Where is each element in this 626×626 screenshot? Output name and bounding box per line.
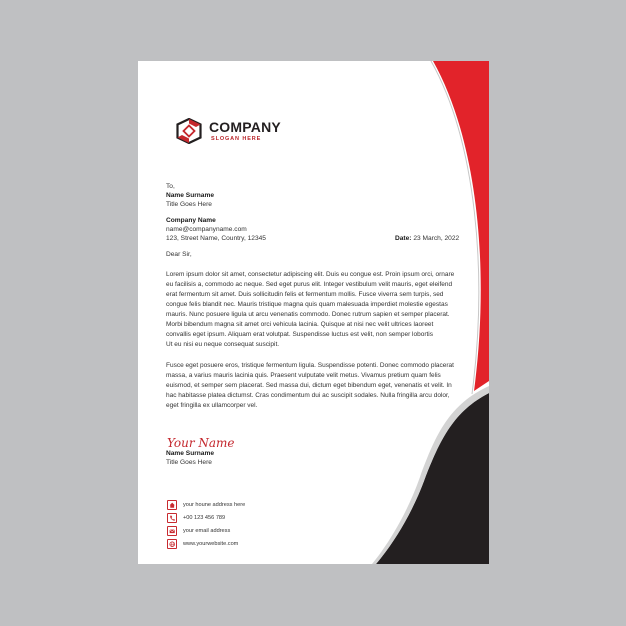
body-paragraph-1 bbox=[166, 270, 464, 350]
body-line: erat fermentum sit amet. Duis sollicitudin felis et fermentum mollis. Fusce viverra sem turpis, sed bbox=[166, 291, 444, 298]
globe-icon bbox=[167, 539, 177, 549]
recipient-company: Company Name bbox=[166, 217, 216, 224]
phone-icon bbox=[167, 513, 177, 523]
body-paragraph-2 bbox=[166, 361, 464, 411]
letterhead-page bbox=[138, 61, 489, 564]
body-line: eget fringilla ex ullamcorper vel. bbox=[166, 402, 258, 409]
contact-email: your email address bbox=[183, 528, 231, 534]
contact-phone: +00 123 456 789 bbox=[183, 515, 226, 521]
greeting: Dear Sir, bbox=[166, 251, 192, 258]
body-line: Fusce eget posuere eros, tristique fermentum ligula. Suspendisse potenti. Donec commodo placerat bbox=[166, 362, 454, 369]
company-name: COMPANY bbox=[209, 119, 281, 135]
body-line: Lorem ipsum dolor sit amet, consectetur adipiscing elit. Duis eu congue est. Proin ipsum orci, ornare bbox=[166, 271, 455, 278]
body-line: hac habitasse platea dictumst. Cras condimentum dui ac suscipit sodales. Nulla fringilla arcu dolor, bbox=[166, 392, 450, 399]
to-label: To, bbox=[166, 183, 175, 190]
body-line: congue felis blandit nec. Mauris tristique magna quis quam malesuada imperdiet molestie egestas bbox=[166, 301, 448, 308]
recipient-email: name@companyname.com bbox=[166, 226, 247, 233]
body-line: euismod, et semper sem placerat. Sed massa dui, dictum eget bibendum eget, venenatis et velit. In bbox=[166, 382, 452, 389]
date-value: 23 March, 2022 bbox=[413, 235, 460, 242]
body-line: Ut eu nisi eu neque consequat suscipit. bbox=[166, 341, 280, 348]
signature-script: Your Name bbox=[167, 436, 235, 450]
recipient-address: 123, Street Name, Country, 12345 bbox=[166, 235, 266, 242]
body-line: convallis eget ipsum. Aliquam erat volutpat. Suspendisse luctus est velit, non semper lobortis bbox=[166, 331, 433, 338]
letter-date bbox=[395, 235, 459, 244]
body-line: eu facilisis a, commodo ac neque. Sed eget purus elit. Integer vestibulum velit mauris, eget eleifend bbox=[166, 281, 453, 288]
body-line: mauris. Nunc posuere ligula ut arcu venenatis commodo. Donec rutrum sapien et semper placerat. bbox=[166, 311, 450, 318]
contact-address: your houne address here bbox=[183, 502, 246, 508]
recipient-title: Title Goes Here bbox=[166, 201, 212, 208]
company-logo-icon bbox=[176, 118, 202, 144]
date-label: Date: bbox=[395, 235, 412, 242]
body-line: Morbi bibendum magna sit amet orci vehicula lacinia. Quisque at nisi nec velit ultrices laoreet bbox=[166, 321, 434, 328]
signer-name: Name Surname bbox=[166, 450, 215, 457]
recipient-name: Name Surname bbox=[166, 192, 215, 199]
company-slogan: SLOGAN HERE bbox=[211, 136, 262, 142]
home-icon bbox=[167, 500, 177, 510]
body-line: massa, a varius mauris lacinia quis. Praesent vulputate velit metus. Vivamus pretium quam felis bbox=[166, 372, 441, 379]
contact-website: www.yourwebsite.com bbox=[183, 541, 239, 547]
envelope-icon bbox=[167, 526, 177, 536]
signer-title: Title Goes Here bbox=[166, 459, 212, 466]
